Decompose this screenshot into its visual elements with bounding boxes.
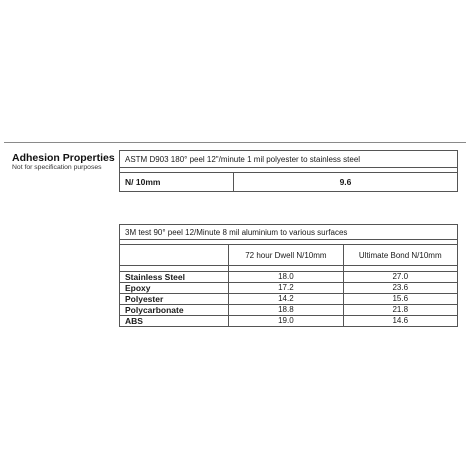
astm-peel-table (119, 150, 458, 192)
dwell-value-cell: 18.0 (229, 272, 343, 283)
material-cell: ABS (120, 316, 229, 327)
ultimate-value-cell: 14.6 (343, 316, 457, 327)
table-row (120, 294, 458, 305)
dwell-value-cell: 18.8 (229, 305, 343, 316)
astm-peel-caption: ASTM D903 180° peel 12"/minute 1 mil polyester to stainless steel (120, 151, 458, 168)
dwell-value-cell: 17.2 (229, 283, 343, 294)
ultimate-value-cell: 21.8 (343, 305, 457, 316)
dwell-value-cell: 19.0 (229, 316, 343, 327)
ultimate-value-cell: 23.6 (343, 283, 457, 294)
table-row (120, 316, 458, 327)
surface-peel-caption: 3M test 90° peel 12/Minute 8 mil aluminium to various surfaces (120, 225, 458, 240)
ultimate-value-cell: 27.0 (343, 272, 457, 283)
section-divider (4, 142, 466, 143)
material-header-cell (120, 245, 229, 266)
material-cell: Polyester (120, 294, 229, 305)
material-cell: Epoxy (120, 283, 229, 294)
ultimate-value-cell: 15.6 (343, 294, 457, 305)
surface-peel-table (119, 224, 458, 327)
dwell-value-cell: 14.2 (229, 294, 343, 305)
ultimate-header-cell: Ultimate Bond N/10mm (343, 245, 457, 266)
section-title: Adhesion Properties (12, 152, 115, 164)
table-row (120, 272, 458, 283)
table-row (120, 305, 458, 316)
section-note: Not for specification purposes (12, 164, 102, 171)
unit-label-cell: N/ 10mm (120, 173, 234, 192)
material-cell: Stainless Steel (120, 272, 229, 283)
table-row (120, 283, 458, 294)
peel-value-cell: 9.6 (234, 173, 458, 192)
material-cell: Polycarbonate (120, 305, 229, 316)
dwell-header-cell: 72 hour Dwell N/10mm (229, 245, 343, 266)
